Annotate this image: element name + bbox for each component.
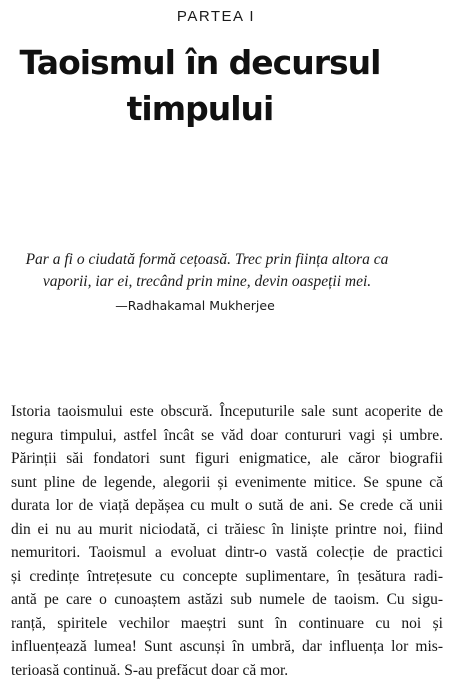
paragraph-line: ranță, spiritele vechilor maeștri sunt în continuare cu noi și [11, 614, 443, 632]
epigraph-line: Par a fi o ciudată formă cețoasă. Trec prin ființa altora ca [25, 251, 389, 268]
paragraph-line: terioasă continuă. S-au prefăcut doar că mor. [11, 661, 289, 679]
body-paragraph [11, 400, 443, 682]
chapter-title-line: Taoismul în decursul [19, 43, 381, 82]
paragraph-line: antă pe care o cunoaștem astăzi sub numele de taoism. Cu sigu- [11, 591, 443, 608]
paragraph-line: Părinții săi fondatori sunt figuri enigmatice, ale căror biografii [11, 450, 443, 467]
paragraph-line: Istoria taoismului este obscură. Începuturile sale sunt acoperite de [11, 403, 443, 420]
part-label: PARTEA I [176, 8, 256, 25]
chapter-title-line: timpului [126, 89, 274, 128]
paragraph-line: influențează lumea! Sunt ascunși în umbră, dar influența lor mis- [11, 638, 443, 655]
chapter-title [0, 40, 400, 132]
paragraph-line: nemuritori. Taoismul a evoluat dintr-o vastă colecție de practici [11, 544, 443, 561]
paragraph-line: din ei nu au murit niciodată, ci trăiesc în liniște printre noi, fiind [11, 520, 443, 538]
paragraph-line: negura timpului, astfel încât se văd doar contururi vagi și umbre. [11, 426, 443, 444]
paragraph-line: durata lor de viață depășea cu mult o sută de ani. Se crede că unii [11, 497, 443, 514]
paragraph-line: și credințe întrețesute cu concepte suplimentare, în țesătura radi- [11, 567, 443, 585]
epigraph-quote [0, 249, 414, 293]
epigraph-attribution: —Radhakamal Mukherjee [115, 298, 275, 313]
paragraph-line: sunt pline de legende, alegorii și evenimente mitice. Se spune că [11, 473, 443, 491]
epigraph-line: vaporii, iar ei, trecând prin mine, devin oaspeții mei. [42, 273, 372, 290]
